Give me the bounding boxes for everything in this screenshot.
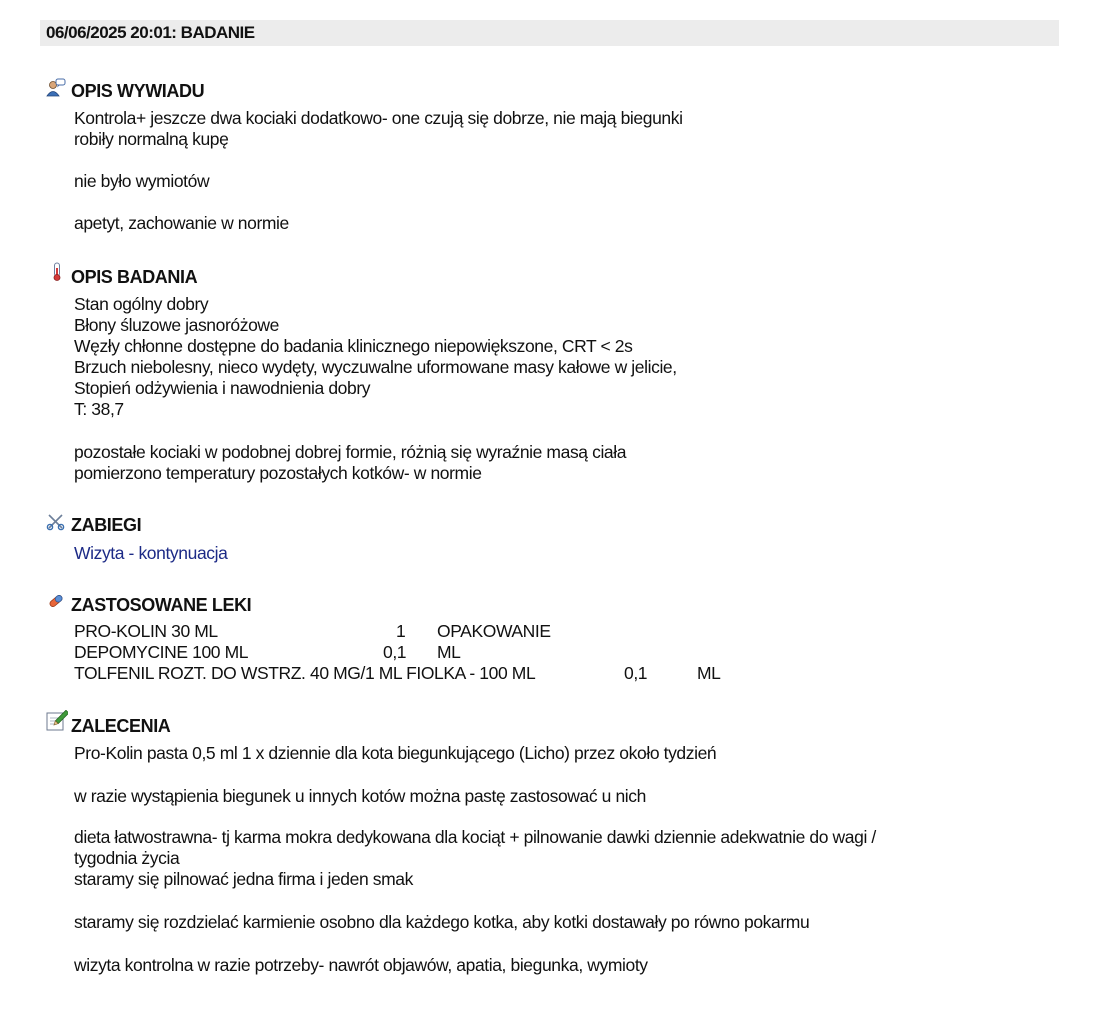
pill-icon <box>46 591 66 611</box>
zabieg-item: Wizyta - kontynuacja <box>74 543 228 563</box>
section-title-leki: ZASTOSOWANE LEKI <box>71 595 252 615</box>
zalecenia-line: w razie wystąpienia biegunek u innych kotów można pastę zastosować u nich <box>74 786 646 806</box>
drug-unit: ML <box>697 663 721 683</box>
badanie-line: Stopień odżywienia i nawodnienia dobry <box>74 378 371 398</box>
zalecenia-line: staramy się pilnować jedna firma i jeden smak <box>74 869 413 889</box>
badanie-line: Brzuch niebolesny, nieco wydęty, wyczuwalne uformowane masy kałowe w jelicie, <box>74 357 677 377</box>
zalecenia-line: tygodnia życia <box>74 848 180 868</box>
visit-header-title: 06/06/2025 20:01: BADANIE <box>46 23 255 42</box>
drug-name: TOLFENIL ROZT. DO WSTRZ. 40 MG/1 ML FIOLKA - 100 ML <box>74 663 536 683</box>
section-title-zalecenia: ZALECENIA <box>71 716 171 736</box>
drug-name: PRO-KOLIN 30 ML <box>74 621 218 641</box>
drug-qty: 0,1 <box>624 663 648 683</box>
drug-qty: 0,1 <box>383 642 407 662</box>
wywiad-line: Kontrola+ jeszcze dwa kociaki dodatkowo- one czują się dobrze, nie mają biegunki <box>74 108 683 128</box>
badanie-line: T: 38,7 <box>74 399 124 419</box>
speaking-person-icon <box>46 78 66 98</box>
badanie-line: pomierzono temperatury pozostałych kotków- w normie <box>74 463 482 483</box>
wywiad-line: robiły normalną kupę <box>74 129 229 149</box>
wywiad-line: nie było wymiotów <box>74 171 210 191</box>
zalecenia-line: wizyta kontrolna w razie potrzeby- nawrót objawów, apatia, biegunka, wymioty <box>74 955 648 975</box>
zalecenia-line: Pro-Kolin pasta 0,5 ml 1 x dziennie dla kota biegunkującego (Licho) przez około tydzień <box>74 743 717 763</box>
drug-name: DEPOMYCINE 100 ML <box>74 642 249 662</box>
notepad-pencil-icon <box>46 710 66 730</box>
drug-unit: OPAKOWANIE <box>437 621 551 641</box>
badanie-line: Węzły chłonne dostępne do badania klinicznego niepowiększone, CRT < 2s <box>74 336 633 356</box>
zalecenia-line: dieta łatwostrawna- tj karma mokra dedykowana dla kociąt + pilnowanie dawki dziennie adekwatnie do wagi / <box>74 827 876 847</box>
drug-unit: ML <box>437 642 461 662</box>
scissors-icon <box>46 512 66 532</box>
visit-header-bar <box>40 20 1059 46</box>
section-title-badanie: OPIS BADANIA <box>71 267 198 287</box>
badanie-line: pozostałe kociaki w podobnej dobrej formie, różnią się wyraźnie masą ciała <box>74 442 627 462</box>
badanie-line: Błony śluzowe jasnoróżowe <box>74 315 279 335</box>
badanie-line: Stan ogólny dobry <box>74 294 209 314</box>
drug-qty: 1 <box>396 621 406 641</box>
section-title-zabiegi: ZABIEGI <box>71 515 142 535</box>
thermometer-icon <box>50 262 70 282</box>
wywiad-line: apetyt, zachowanie w normie <box>74 213 289 233</box>
section-title-wywiad: OPIS WYWIADU <box>71 81 205 101</box>
zalecenia-line: staramy się rozdzielać karmienie osobno dla każdego kotka, aby kotki dostawały po równo pokarmu <box>74 912 810 932</box>
